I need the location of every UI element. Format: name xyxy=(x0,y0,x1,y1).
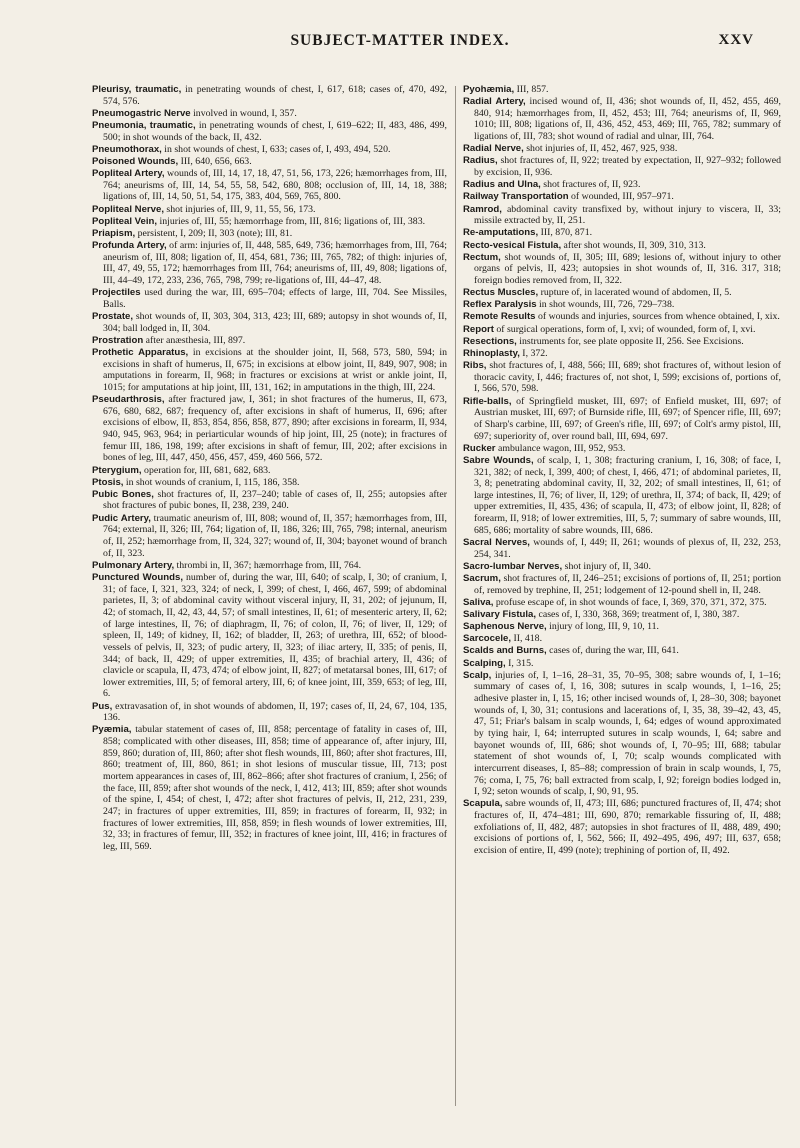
index-entry xyxy=(92,572,447,700)
index-entry xyxy=(463,287,781,299)
index-references: wounds of, III, 14, 17, 18, 47, 51, 56, 173, 226; hæmorrhages from, III, 764; aneurisms of, III, 14, 54, 55, 58, 542, 680, 808; occlusion of, III, 14, 18, 388; ligations of, III, 14, 50, 51, 54, 175, 383, 404, 569, 765, 800. xyxy=(103,168,447,203)
index-references: cases of, during the war, III, 641. xyxy=(546,645,679,657)
index-term: Rifle-balls, xyxy=(463,395,512,407)
index-entry xyxy=(463,798,781,856)
index-entry xyxy=(463,537,781,560)
index-references: injuries of, III, 55; hæmorrhage from, III, 816; ligations of, III, 383. xyxy=(157,215,426,227)
index-references: shot fractures of, II, 923. xyxy=(540,179,641,191)
index-entry xyxy=(92,560,447,572)
index-term: Recto-vesical Fistula, xyxy=(463,239,562,251)
index-references: wounds of, I, 449; II, 261; wounds of plexus of, II, 232, 253, 254, 341. xyxy=(474,536,782,560)
index-entry xyxy=(463,143,781,155)
index-term: Ptosis, xyxy=(92,476,124,488)
index-term: Pneumogastric Nerve xyxy=(92,107,191,119)
index-term: Scapula, xyxy=(463,798,503,810)
index-references: ambulance wagon, III, 952, 953. xyxy=(495,442,626,454)
index-references: III, 870, 871. xyxy=(538,227,593,239)
index-references: in penetrating wounds of chest, I, 619–622; II, 483, 486, 499, 500; in shot wounds of the back, II, 432. xyxy=(103,119,448,143)
index-term: Sacrum, xyxy=(463,572,501,584)
index-references: of wounds and injuries, sources from whence obtained, I, xix. xyxy=(535,311,780,323)
index-term: Projectiles xyxy=(92,287,141,299)
index-references: of wounded, III, 957–971. xyxy=(568,191,674,203)
index-entry xyxy=(463,621,781,633)
index-entry xyxy=(92,701,447,724)
index-entry xyxy=(463,348,781,360)
index-references: incised wound of, II, 436; shot wounds of, II, 452, 455, 469, 840, 914; hæmorrhages from, II, 452, 453; III, 764; aneurisms of, II, 969, 1010; III, 808; ligations of, II, 436, 452, 453, 469; III, 765, 782; summary of ligations of, III, 783; shot wound of radial and ulnar, III, 764. xyxy=(474,96,781,143)
index-references: thrombi in, II, 367; hæmorrhage from, III, 764. xyxy=(174,559,362,571)
index-term: Scalds and Burns, xyxy=(463,645,547,657)
index-entry xyxy=(92,204,447,216)
index-term: Rectum, xyxy=(463,251,501,263)
index-entry xyxy=(463,179,781,191)
index-term: Rhinoplasty, xyxy=(463,347,520,359)
index-entry xyxy=(92,311,447,334)
index-entry xyxy=(92,168,447,203)
index-references: of surgical operations, form of, I, xvi; of wounded, form of, I, xvi. xyxy=(493,323,756,335)
index-term: Pyæmia, xyxy=(92,724,132,736)
index-term: Pneumothorax, xyxy=(92,143,162,155)
index-references: used during the war, III, 695–704; effects of large, III, 704. See Missiles, Balls. xyxy=(103,287,447,310)
index-term: Radial Nerve, xyxy=(463,143,524,155)
index-references: injury of long, III, 9, 10, 11. xyxy=(546,621,660,633)
index-entry xyxy=(463,670,781,798)
index-term: Prostration xyxy=(92,334,144,346)
index-entry xyxy=(463,360,781,395)
index-references: of Springfield musket, III, 697; of Enfield musket, III, 697; of Austrian musket, III, 697; of Burnside rifle, III, 697; of Spencer rifle, III, 697; of Sharp's carbine, III, 697; of Green's rifle, III, 697; of Colt's army pistol, III, 697; superiority of, over round ball, III, 694, 697. xyxy=(474,395,781,442)
index-references: persistent, I, 209; II, 303 (note); III, 81. xyxy=(135,227,293,239)
index-references: extravasation of, in shot wounds of abdomen, II, 197; cases of, II, 24, 67, 104, 135, 136. xyxy=(103,700,447,724)
index-entry xyxy=(92,156,447,168)
index-entry xyxy=(463,299,781,311)
index-references: sabre wounds of, II, 473; III, 686; punctured fractures of, II, 474; shot fractures of, II, 474–481; III, 690, 870; remarkable fissuring of, II, 488; exfoliations of, II, 482, 487; autopsies in shot fractures of II, 488, 489, 490; excisions of portions of, I, 562, 566; II, 492–495, 496, 497; III, 637, 658; excision of entire, II, 499 (note); trephining of portion of, II, 492. xyxy=(474,798,781,856)
index-term: Priapism, xyxy=(92,227,136,239)
index-references: I, 315. xyxy=(505,657,534,669)
index-term: Salivary Fistula, xyxy=(463,608,537,620)
index-term: Pterygium, xyxy=(92,464,142,476)
index-references: shot fractures of, II, 246–251; excisions of portions of, II, 251; portion of, removed by trephine, II, 251; lodgement of 12-pound shell in, II, 248. xyxy=(474,572,781,596)
index-term: Scalp, xyxy=(463,669,492,681)
index-entry xyxy=(463,609,781,621)
index-entry xyxy=(463,204,781,227)
index-references: tabular statement of cases of, III, 858; percentage of fatality in cases of, III, 858; complicated with other diseases, III, 858; time of appearance of, after injury, III, 859, 860; duration of, III, 860; after shot flesh wounds, III, 860; after shot fractures, III, 860; treatment of, III, 860, 861; in shot lesions of muscular tissue, III, 713; post mortem appearances in cases of, III, 862–866; after shot fractures of cranium, I, 256; of the face, III, 859; after shot wounds of the neck, I, 412, 413; III, 859; after shot wounds of the spine, I, 454; of chest, I, 472; after shot fractures of pelvis, II, 212, 231, 239, 247; in fractures of upper extremities, III, 859; in fractures of forearm, II, 932; in fractures of lower extremities, III, 858, 859; in flesh wounds of lower extremities, III, 32, 33; in fractures of femur, III, 352; in fractures of knee joint, III, 416; in fractures of leg, III, 569. xyxy=(103,724,447,852)
index-references: in excisions at the shoulder joint, II, 568, 573, 580, 594; in excisions in shaft of humerus, II, 675; in excisions at elbow joint, II, 849, 907, 908; in amputations in forearm, II, 968; in fractures or excisions at wrist or ankle joint, II, 1015; for amputations at hip joint, III, 131, 162; in amputations in the thigh, III, 224. xyxy=(103,346,448,393)
index-references: II, 418. xyxy=(511,633,543,645)
index-entry xyxy=(463,658,781,670)
index-references: III, 857. xyxy=(514,84,549,95)
index-entry xyxy=(92,724,447,852)
index-term: Pudic Artery, xyxy=(92,512,151,524)
index-term: Prothetic Apparatus, xyxy=(92,346,189,358)
index-references: after shot wounds, II, 309, 310, 313. xyxy=(561,239,706,251)
index-term: Railway Transportation xyxy=(463,191,569,203)
index-entry xyxy=(92,216,447,228)
page-number: XXV xyxy=(718,32,754,48)
index-term: Pseudarthrosis, xyxy=(92,394,165,406)
index-references: shot injury of, II, 340. xyxy=(562,560,651,572)
index-term: Report xyxy=(463,323,494,335)
index-entry xyxy=(92,144,447,156)
index-references: traumatic aneurism of, III, 808; wound of, II, 357; hæmorrhages from, III, 764; external, II, 326; III, 764; ligation of, II, 186, 326; III, 765, 798; internal, aneurism of, II, 252; hæmorrhage from, II, 324, 327; wound of, II, 304; bayonet wound of branch of, II, 323. xyxy=(103,512,447,559)
index-entry xyxy=(463,336,781,348)
index-term: Poisoned Wounds, xyxy=(92,155,179,167)
index-references: profuse escape of, in shot wounds of face, I, 369, 370, 371, 372, 375. xyxy=(493,596,767,608)
index-references: in shot wounds, III, 726, 729–738. xyxy=(536,299,675,311)
index-term: Radius, xyxy=(463,155,498,167)
index-references: shot wounds of, II, 303, 304, 313, 423; III, 689; autopsy in shot wounds of, II, 304; ball lodged in, II, 304. xyxy=(103,310,447,334)
index-term: Ribs, xyxy=(463,360,487,372)
index-term: Pneumonia, traumatic, xyxy=(92,119,196,131)
index-term: Popliteal Nerve, xyxy=(92,203,164,215)
index-term: Pus, xyxy=(92,700,113,712)
index-entry xyxy=(92,228,447,240)
index-term: Rectus Muscles, xyxy=(463,287,539,299)
index-entry xyxy=(463,155,781,178)
index-term: Prostate, xyxy=(92,310,134,322)
index-term: Ramrod, xyxy=(463,203,502,215)
index-entry xyxy=(92,287,447,310)
index-entry xyxy=(463,396,781,443)
index-references: after anæsthesia, III, 897. xyxy=(143,334,246,346)
index-references: cases of, I, 330, 368, 369; treatment of, I, 380, 387. xyxy=(536,608,740,620)
index-term: Pulmonary Artery, xyxy=(92,559,175,571)
index-term: Sacral Nerves, xyxy=(463,536,530,548)
index-references: shot injuries of, III, 9, 11, 55, 56, 173. xyxy=(163,203,316,215)
column-divider xyxy=(455,86,456,1106)
index-entry xyxy=(463,240,781,252)
index-term: Punctured Wounds, xyxy=(92,571,183,583)
index-references: shot fractures of, II, 237–240; table of cases of, II, 255; autopsies after shot fractures of pubic bones, II, 238, 239, 240. xyxy=(103,488,447,512)
index-entry xyxy=(463,633,781,645)
index-references: of arm: injuries of, II, 448, 585, 649, 736; hæmorrhages from, III, 764; aneurism of, III, 808; ligation of, II, 454, 681, 736; III, 765, 782; of thigh: injuries of, III, 47, 49, 55, 172; hæmorrhages from III, 764; aneurisms of, III, 49, 808; ligations of, III, 44–49, 172, 233, 236, 765, 798, 799; re-ligations of, III, 44–47, 48. xyxy=(103,240,447,286)
index-entry xyxy=(92,465,447,477)
index-entry xyxy=(463,252,781,287)
index-term: Radial Artery, xyxy=(463,96,526,108)
index-term: Pyohæmia, xyxy=(463,84,515,95)
index-references: instruments for, see plate opposite II, 256. See Excisions. xyxy=(516,335,744,347)
index-references: shot fractures of, II, 922; treated by expectation, II, 927–932; followed by excision, II, 936. xyxy=(474,155,781,179)
index-term: Saphenous Nerve, xyxy=(463,621,547,633)
index-references: operation for, III, 681, 682, 683. xyxy=(141,464,271,476)
index-references: injuries of, I, 1–16, 28–31, 35, 70–95, 308; sabre wounds of, I, 1–16; summary of cases of, I, 16, 308; sutures in scalp wounds, I, 1–16, 25; adhesive plaster in, I, 15, 16; other incised wounds of, I, 28–30, 308; bayonet wounds of, I, 30, 31; contusions and lacerations of, I, 35, 38, 39–42, 43, 45, 47, 51; Friar's balsam in scalp wounds, I, 64; edges of wound approximated by tying hair, I, 64; interrupted sutures in scalp wounds, I, 64; sabre and bayonet wounds of, III, 686; shot wounds of, I, 70–95; III, 688; tabular statement of shot wounds of, I, 70; scalp wounds complicated with intercurrent diseases, I, 85–88; compression of brain in scalp wounds, I, 75, 76; coma, I, 75, 76; ball extracted from scalp, I, 92; foreign bodies lodged in, I, 92; seton wounds of scalp, I, 90, 91, 95. xyxy=(474,669,781,798)
index-term: Sarcocele, xyxy=(463,633,512,645)
index-term: Resections, xyxy=(463,335,517,347)
index-entry xyxy=(92,335,447,347)
index-entry xyxy=(92,477,447,489)
index-references: in shot wounds of chest, I, 633; cases of, I, 493, 494, 520. xyxy=(161,143,391,155)
index-term: Re-amputations, xyxy=(463,227,539,239)
index-references: I, 372. xyxy=(519,347,548,359)
index-references: in penetrating wounds of chest, I, 617, 618; cases of, 470, 492, 574, 576. xyxy=(103,84,447,107)
index-references: involved in wound, I, 357. xyxy=(190,107,297,119)
index-entry xyxy=(463,324,781,336)
index-references: shot injuries of, II, 452, 467, 925, 938. xyxy=(523,143,678,155)
index-entry xyxy=(463,561,781,573)
index-entry xyxy=(92,240,447,287)
index-references: abdominal cavity transfixed by, without injury to viscera, II, 33; missile extracted by, II, 251. xyxy=(474,203,781,227)
index-term: Profunda Artery, xyxy=(92,240,167,252)
index-references: in shot wounds of cranium, I, 115, 186, 358. xyxy=(123,476,300,488)
index-entry xyxy=(92,120,447,143)
index-entry xyxy=(92,489,447,512)
index-column-left xyxy=(92,84,447,853)
index-entry xyxy=(463,96,781,143)
index-references: shot fractures of, I, 488, 566; III, 689; shot fractures of, without lesion of thoracic cavity, I, 446; fractures of, not shot, I, 599; excisions of, portions of, I, 566, 570, 598. xyxy=(474,360,781,395)
index-entry xyxy=(92,347,447,394)
page-header xyxy=(0,30,800,54)
index-references: number of, during the war, III, 640; of scalp, I, 30; of cranium, I, 31; of face, I, 321, 323, 324; of neck, I, 399; of chest, I, 466, 467, 599; of abdominal parietes, II, 3; of abdominal cavity without visceral injury, II, 31, 202; of jejunum, II, 42; of stomach, II, 42, 43, 44, 57; of small intestines, II, 61; of mesenteric artery, II, 62; of large intestines, II, 76; of diaphragm, II, 76; of colon, II, 76; of liver, II, 129; of spleen, II, 149; of kidney, II, 162; of bladder, II, 263; of urethra, III, 652; of blood-vessels of pelvis, II, 323; of pudic artery, II, 323; of iliac artery, II, 335; of penis, II, 344; of back, II, 429; of upper extremities, II, 435; of brachial artery, II, 436; of clavicle or scapula, II, 473, 474; of elbow joint, II, 827; of metatarsal bones, III, 617; of lower extremities, III, 5; of femoral artery, III, 6; of knee joint, III, 359, 653; of leg, III, 6. xyxy=(103,571,447,700)
index-term: Pubic Bones, xyxy=(92,488,154,500)
page-title: SUBJECT-MATTER INDEX. xyxy=(290,32,510,49)
index-term: Saliva, xyxy=(463,596,494,608)
index-term: Scalping, xyxy=(463,657,506,669)
index-term: Reflex Paralysis xyxy=(463,299,537,311)
index-references: III, 640, 656, 663. xyxy=(178,155,252,167)
index-term: Pleurisy, traumatic, xyxy=(92,84,182,95)
index-references: shot wounds of, II, 305; III, 689; lesions of, without injury to other organs of pelvis, II, 423; autopsies in shot wounds of, II, 316. 317, 318; foreign bodies removed from, II, 322. xyxy=(474,251,781,286)
index-term: Remote Results xyxy=(463,311,536,323)
index-entry xyxy=(463,443,781,455)
index-term: Popliteal Artery, xyxy=(92,168,165,180)
index-entry xyxy=(463,645,781,657)
index-term: Rucker xyxy=(463,442,496,454)
index-entry xyxy=(463,191,781,203)
index-entry xyxy=(92,513,447,560)
index-column-right xyxy=(463,84,781,857)
index-references: of scalp, I, 1, 308; fracturing cranium, I, 16, 308; of face, I, 321, 382; of neck, I, 399, 400; of chest, I, 466, 471; of abdominal parietes, II, 3, 8; penetrating abdominal cavity, II, 32, 202; of small intestines, II, 61; of large intestines, II, 76; of liver, II, 129; of urethra, II, 374; of back, II, 429; of upper extremities, II, 435, 436; of scapula, II, 473; of elbow joint, II, 828; of forearm, II, 918; of lower extremities, III, 5, 7; summary of sabre wounds, III, 685, 686; mortality of sabre wounds, III, 686. xyxy=(474,454,782,536)
index-references: after fractured jaw, I, 361; in shot fractures of the humerus, II, 673, 676, 680, 682, 687; frequency of, after excisions in shaft of humerus, II, 696; after excisions of elbow, II, 853, 854, 856, 858, 877, 890; after excisions in forearm, II, 934, 940, 945, 963, 964; in periarticular wounds of hip joint, III, 25 (note); in fractures of femur III, 186, 198, 199; after excisions in shaft of femur, III, 202; after excisions in bones of leg, III, 447, 450, 456, 457, 459, 460 566, 572. xyxy=(103,394,447,464)
index-entry xyxy=(92,108,447,120)
index-references: rupture of, in lacerated wound of abdomen, II, 5. xyxy=(538,287,732,299)
index-term: Radius and Ulna, xyxy=(463,179,541,191)
index-entry xyxy=(463,597,781,609)
index-entry xyxy=(92,394,447,464)
index-entry xyxy=(92,84,447,107)
index-entry xyxy=(463,84,781,96)
index-term: Sacro-lumbar Nerves, xyxy=(463,560,563,572)
index-entry xyxy=(463,227,781,239)
index-term: Sabre Wounds, xyxy=(463,454,534,466)
index-entry xyxy=(463,573,781,596)
index-entry xyxy=(463,311,781,323)
index-term: Popliteal Vein, xyxy=(92,215,158,227)
index-entry xyxy=(463,455,781,537)
